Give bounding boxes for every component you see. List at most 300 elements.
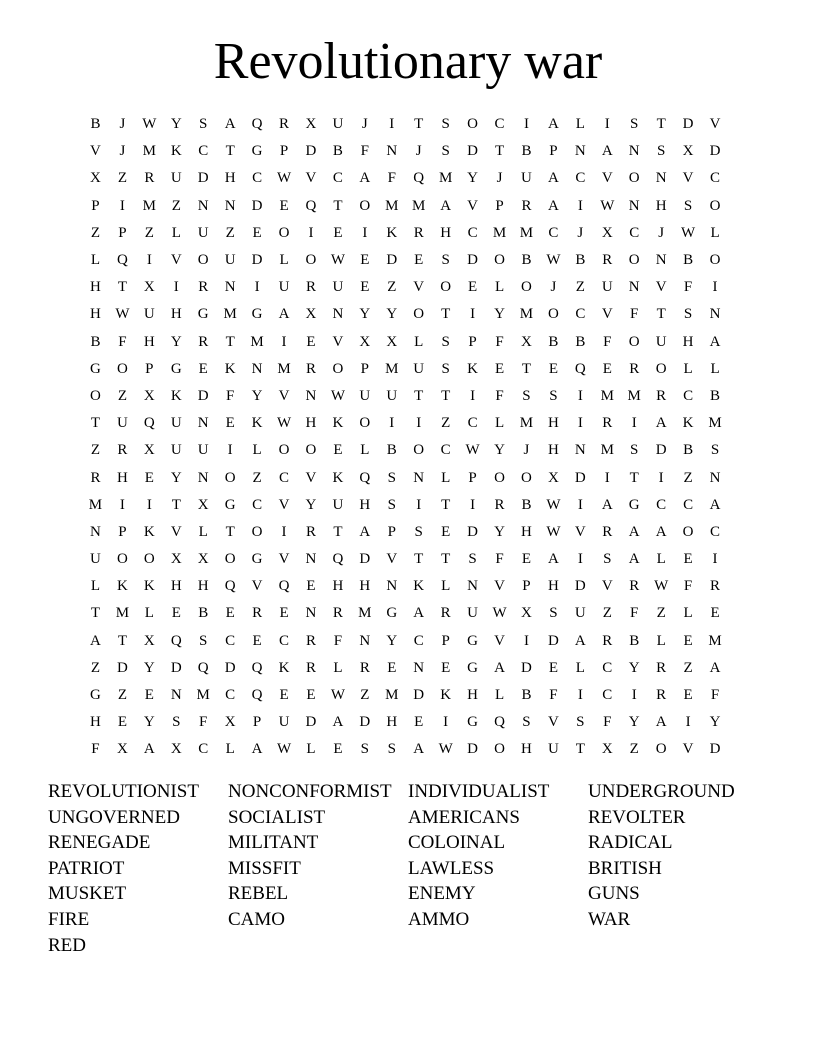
grid-letter: B: [90, 333, 101, 350]
grid-letter: I: [443, 714, 449, 731]
grid-letter: O: [413, 306, 425, 323]
grid-letter: D: [170, 659, 182, 676]
grid-letter: L: [683, 360, 693, 377]
grid-letter: F: [225, 387, 235, 404]
grid-letter: R: [90, 469, 101, 486]
grid-letter: D: [359, 714, 371, 731]
grid-letter: S: [549, 387, 558, 404]
grid-letter: E: [387, 659, 397, 676]
grid-row: [82, 492, 742, 519]
grid-letter: F: [360, 143, 370, 160]
grid-letter: M: [519, 306, 534, 323]
grid-letter: G: [467, 632, 479, 649]
grid-letter: C: [629, 224, 640, 241]
grid-letter: R: [656, 387, 667, 404]
grid-letter: N: [90, 523, 101, 540]
grid-letter: O: [655, 741, 667, 758]
grid-letter: E: [414, 714, 424, 731]
grid-letter: I: [577, 415, 583, 432]
grid-row: [82, 301, 742, 328]
grid-letter: V: [494, 632, 505, 649]
grid-letter: E: [306, 333, 316, 350]
grid-letter: C: [602, 687, 613, 704]
grid-letter: M: [708, 415, 722, 432]
grid-letter: A: [628, 523, 640, 540]
grid-letter: S: [549, 605, 558, 622]
grid-letter: Y: [386, 632, 398, 649]
grid-letter: T: [90, 415, 101, 432]
grid-letter: M: [519, 224, 534, 241]
grid-letter: D: [413, 687, 425, 704]
grid-letter: T: [414, 551, 424, 568]
grid-letter: I: [173, 279, 179, 296]
grid-letter: B: [521, 496, 532, 513]
grid-letter: S: [630, 442, 639, 459]
grid-letter: K: [170, 387, 182, 404]
grid-letter: I: [631, 687, 637, 704]
grid-letter: M: [115, 605, 130, 622]
grid-letter: Q: [494, 714, 505, 731]
grid-letter: H: [143, 333, 155, 350]
grid-letter: L: [683, 605, 693, 622]
grid-letter: T: [656, 116, 666, 133]
grid-letter: O: [116, 551, 128, 568]
grid-letter: I: [658, 469, 664, 486]
grid-letter: Z: [360, 687, 370, 704]
grid-letter: V: [278, 551, 290, 568]
grid-row: [82, 709, 742, 736]
grid-letter: I: [604, 469, 610, 486]
grid-letter: E: [252, 632, 262, 649]
grid-letter: H: [386, 714, 398, 731]
grid-letter: F: [199, 714, 208, 731]
grid-letter: Q: [278, 578, 290, 595]
grid-letter: R: [602, 252, 613, 269]
grid-letter: J: [496, 170, 503, 187]
grid-letter: N: [709, 306, 721, 323]
grid-letter: D: [547, 632, 559, 649]
grid-letter: W: [142, 116, 157, 133]
grid-letter: L: [90, 578, 101, 595]
grid-letter: T: [575, 741, 585, 758]
grid-letter: A: [628, 551, 640, 568]
word-list-item: REBEL: [228, 883, 289, 905]
grid-letter: U: [278, 279, 290, 296]
grid-letter: A: [494, 659, 505, 676]
grid-letter: I: [281, 333, 287, 350]
grid-letter: U: [655, 333, 667, 350]
grid-row: [82, 628, 742, 655]
grid-letter: W: [492, 605, 507, 622]
grid-letter: I: [308, 224, 314, 241]
word-search-grid: [82, 111, 742, 764]
grid-letter: K: [143, 523, 155, 540]
grid-letter: G: [251, 306, 263, 323]
grid-letter: E: [360, 252, 370, 269]
grid-letter: J: [119, 143, 126, 160]
grid-row: [82, 247, 742, 274]
grid-letter: O: [682, 523, 694, 540]
grid-letter: N: [386, 143, 398, 160]
grid-letter: Q: [251, 687, 263, 704]
grid-letter: T: [441, 306, 451, 323]
grid-letter: R: [494, 496, 505, 513]
grid-letter: C: [710, 170, 721, 187]
grid-letter: B: [90, 116, 101, 133]
grid-letter: B: [521, 687, 532, 704]
word-list-item: AMERICANS: [408, 806, 520, 828]
grid-letter: U: [170, 170, 182, 187]
grid-letter: L: [441, 469, 451, 486]
grid-letter: F: [333, 632, 343, 649]
grid-letter: Z: [117, 170, 127, 187]
grid-letter: Z: [117, 687, 127, 704]
grid-letter: R: [440, 605, 451, 622]
grid-letter: O: [521, 469, 532, 486]
grid-letter: W: [276, 415, 292, 432]
grid-letter: L: [656, 632, 666, 649]
grid-letter: R: [656, 687, 667, 704]
grid-letter: C: [494, 116, 505, 133]
grid-letter: V: [90, 143, 101, 160]
grid-letter: C: [467, 415, 478, 432]
grid-letter: R: [521, 197, 532, 214]
grid-letter: A: [574, 632, 586, 649]
grid-letter: C: [710, 523, 721, 540]
grid-letter: F: [495, 551, 504, 568]
grid-letter: M: [492, 224, 507, 241]
grid-letter: M: [519, 415, 534, 432]
grid-letter: Z: [90, 659, 101, 676]
grid-letter: E: [117, 714, 127, 731]
grid-letter: V: [494, 578, 505, 595]
word-list-item: CAMO: [228, 908, 286, 930]
grid-letter: L: [279, 252, 289, 269]
grid-letter: Z: [90, 442, 101, 459]
grid-letter: D: [467, 741, 479, 758]
grid-row: [82, 736, 742, 763]
grid-letter: G: [251, 551, 263, 568]
grid-letter: E: [548, 659, 558, 676]
grid-letter: E: [683, 687, 693, 704]
grid-letter: R: [198, 279, 209, 296]
grid-letter: C: [279, 469, 290, 486]
grid-letter: Z: [225, 224, 235, 241]
grid-letter: K: [251, 415, 263, 432]
grid-letter: T: [441, 551, 451, 568]
grid-letter: J: [550, 279, 557, 296]
grid-letter: I: [523, 632, 529, 649]
grid-letter: D: [197, 170, 209, 187]
grid-letter: V: [682, 170, 694, 187]
grid-letter: L: [575, 659, 585, 676]
grid-letter: F: [683, 578, 693, 595]
grid-letter: O: [224, 469, 236, 486]
grid-letter: E: [171, 605, 181, 622]
grid-letter: O: [116, 360, 128, 377]
grid-letter: Q: [170, 632, 182, 649]
grid-letter: G: [170, 360, 182, 377]
grid-letter: H: [90, 306, 101, 323]
grid-letter: I: [577, 496, 583, 513]
grid-letter: N: [467, 578, 479, 595]
word-list-item: AMMO: [408, 908, 470, 930]
grid-letter: Z: [441, 415, 451, 432]
grid-letter: B: [198, 605, 209, 622]
grid-letter: F: [603, 333, 612, 350]
grid-letter: R: [305, 632, 316, 649]
grid-letter: T: [117, 279, 127, 296]
grid-letter: P: [522, 578, 531, 595]
grid-letter: R: [117, 442, 128, 459]
grid-letter: O: [278, 442, 290, 459]
grid-letter: L: [441, 578, 451, 595]
grid-letter: M: [358, 605, 372, 622]
word-list-item: FIRE: [48, 908, 90, 930]
grid-letter: U: [547, 741, 559, 758]
grid-letter: U: [143, 306, 155, 323]
grid-letter: G: [197, 306, 209, 323]
grid-letter: I: [416, 415, 422, 432]
grid-letter: C: [440, 442, 451, 459]
word-list-item: RADICAL: [588, 832, 673, 854]
grid-letter: S: [683, 197, 693, 214]
grid-letter: U: [170, 442, 182, 459]
grid-letter: H: [359, 578, 371, 595]
grid-letter: E: [333, 442, 343, 459]
grid-letter: S: [199, 632, 208, 649]
grid-letter: L: [333, 659, 343, 676]
word-list-item: LAWLESS: [408, 857, 495, 879]
grid-letter: I: [470, 496, 476, 513]
grid-letter: D: [682, 116, 694, 133]
grid-letter: A: [413, 741, 425, 758]
grid-letter: O: [494, 741, 505, 758]
grid-letter: V: [547, 714, 559, 731]
grid-letter: O: [440, 279, 452, 296]
grid-letter: M: [708, 632, 722, 649]
grid-letter: P: [279, 143, 289, 160]
grid-letter: E: [144, 469, 154, 486]
grid-letter: F: [495, 333, 504, 350]
grid-letter: I: [631, 415, 637, 432]
grid-letter: R: [602, 632, 613, 649]
grid-letter: N: [305, 551, 317, 568]
grid-letter: J: [415, 143, 422, 160]
word-list-item: SOCIALIST: [228, 806, 326, 828]
grid-letter: N: [359, 632, 371, 649]
grid-letter: S: [683, 306, 693, 323]
grid-letter: X: [143, 632, 155, 649]
grid-letter: Y: [305, 496, 317, 513]
grid-letter: F: [91, 741, 100, 758]
grid-letter: C: [575, 170, 586, 187]
grid-letter: S: [656, 143, 666, 160]
grid-letter: X: [601, 224, 613, 241]
grid-row: [82, 519, 742, 546]
grid-letter: T: [521, 360, 532, 377]
grid-letter: M: [196, 687, 210, 704]
grid-letter: S: [360, 741, 370, 758]
grid-letter: Z: [602, 605, 612, 622]
grid-letter: O: [359, 197, 371, 214]
grid-letter: Z: [656, 605, 666, 622]
grid-letter: G: [386, 605, 398, 622]
grid-letter: H: [305, 415, 317, 432]
word-list-item: COLOINAL: [408, 832, 506, 854]
grid-letter: G: [224, 496, 236, 513]
grid-letter: M: [88, 496, 103, 513]
grid-letter: L: [252, 442, 262, 459]
grid-letter: D: [251, 252, 263, 269]
grid-letter: D: [305, 714, 317, 731]
grid-letter: P: [495, 197, 504, 214]
grid-letter: X: [386, 333, 398, 350]
grid-letter: U: [197, 442, 209, 459]
grid-letter: S: [441, 360, 450, 377]
grid-letter: U: [224, 252, 236, 269]
word-list: [48, 779, 768, 958]
grid-letter: M: [600, 442, 614, 459]
grid-letter: U: [359, 387, 371, 404]
grid-letter: I: [146, 496, 152, 513]
grid-row: [82, 682, 742, 709]
grid-letter: O: [197, 252, 209, 269]
grid-letter: E: [306, 578, 316, 595]
grid-row: [82, 546, 742, 573]
grid-letter: W: [330, 387, 345, 404]
grid-letter: G: [467, 714, 479, 731]
grid-letter: S: [441, 116, 450, 133]
grid-letter: E: [683, 632, 693, 649]
grid-letter: O: [467, 116, 479, 133]
grid-letter: V: [278, 387, 290, 404]
grid-letter: R: [413, 224, 424, 241]
grid-letter: D: [709, 143, 721, 160]
grid-letter: C: [575, 306, 586, 323]
grid-letter: C: [602, 659, 613, 676]
grid-letter: W: [115, 306, 130, 323]
grid-letter: V: [413, 279, 425, 296]
grid-letter: W: [330, 687, 345, 704]
grid-letter: P: [118, 523, 127, 540]
grid-row: [82, 437, 742, 464]
grid-letter: U: [332, 279, 344, 296]
grid-letter: N: [197, 469, 209, 486]
grid-letter: R: [332, 605, 343, 622]
grid-letter: N: [655, 170, 667, 187]
grid-letter: L: [494, 279, 505, 296]
grid-letter: I: [389, 116, 395, 133]
word-list-item: PATRIOT: [48, 857, 125, 879]
grid-letter: H: [170, 578, 182, 595]
grid-letter: P: [118, 224, 127, 241]
grid-letter: T: [629, 469, 639, 486]
grid-letter: E: [414, 252, 424, 269]
grid-letter: B: [683, 252, 694, 269]
grid-letter: Z: [252, 469, 262, 486]
grid-letter: U: [521, 170, 532, 187]
grid-letter: R: [305, 279, 316, 296]
grid-letter: E: [252, 224, 262, 241]
grid-letter: D: [574, 578, 586, 595]
grid-letter: N: [413, 659, 425, 676]
grid-letter: F: [630, 605, 639, 622]
word-list-item: RENEGADE: [48, 832, 151, 854]
grid-letter: Q: [413, 170, 425, 187]
grid-letter: L: [414, 333, 424, 350]
grid-letter: S: [414, 523, 423, 540]
grid-letter: L: [225, 741, 235, 758]
grid-letter: M: [223, 306, 237, 323]
grid-letter: A: [440, 197, 452, 214]
grid-letter: X: [197, 496, 209, 513]
grid-letter: A: [655, 415, 667, 432]
grid-letter: T: [656, 306, 666, 323]
grid-letter: W: [276, 741, 292, 758]
grid-letter: U: [467, 605, 479, 622]
grid-letter: D: [709, 741, 721, 758]
grid-letter: R: [305, 360, 316, 377]
grid-letter: L: [360, 442, 370, 459]
grid-row: [82, 138, 742, 165]
grid-letter: S: [630, 116, 639, 133]
grid-letter: N: [386, 578, 398, 595]
grid-letter: Z: [629, 741, 639, 758]
grid-letter: A: [601, 143, 613, 160]
grid-letter: U: [332, 496, 344, 513]
grid-letter: H: [332, 578, 344, 595]
grid-letter: E: [279, 605, 289, 622]
grid-letter: L: [710, 360, 720, 377]
grid-letter: C: [252, 496, 263, 513]
grid-letter: Q: [251, 116, 263, 133]
grid-letter: V: [170, 252, 182, 269]
grid-letter: K: [467, 360, 479, 377]
grid-row: [82, 274, 742, 301]
grid-letter: O: [709, 197, 721, 214]
grid-letter: A: [90, 632, 101, 649]
grid-letter: I: [577, 197, 583, 214]
grid-letter: A: [547, 170, 559, 187]
grid-letter: Z: [144, 224, 154, 241]
word-list-item: NONCONFORMIST: [228, 781, 392, 802]
grid-letter: Q: [251, 659, 263, 676]
grid-letter: E: [333, 741, 343, 758]
grid-letter: X: [305, 116, 317, 133]
grid-letter: P: [468, 469, 477, 486]
grid-letter: T: [494, 143, 505, 160]
grid-letter: Y: [359, 306, 371, 323]
grid-letter: K: [413, 578, 425, 595]
grid-letter: O: [494, 469, 505, 486]
grid-letter: D: [467, 252, 479, 269]
grid-letter: O: [251, 523, 263, 540]
grid-letter: N: [251, 360, 263, 377]
grid-letter: I: [577, 387, 583, 404]
grid-row: [82, 220, 742, 247]
grid-letter: S: [603, 551, 612, 568]
grid-letter: E: [306, 687, 316, 704]
grid-letter: V: [386, 551, 398, 568]
grid-letter: C: [225, 687, 236, 704]
grid-letter: H: [547, 442, 559, 459]
grid-letter: Z: [683, 469, 693, 486]
grid-letter: Y: [628, 714, 640, 731]
grid-letter: F: [603, 714, 612, 731]
grid-letter: V: [251, 578, 263, 595]
grid-letter: Y: [467, 170, 479, 187]
